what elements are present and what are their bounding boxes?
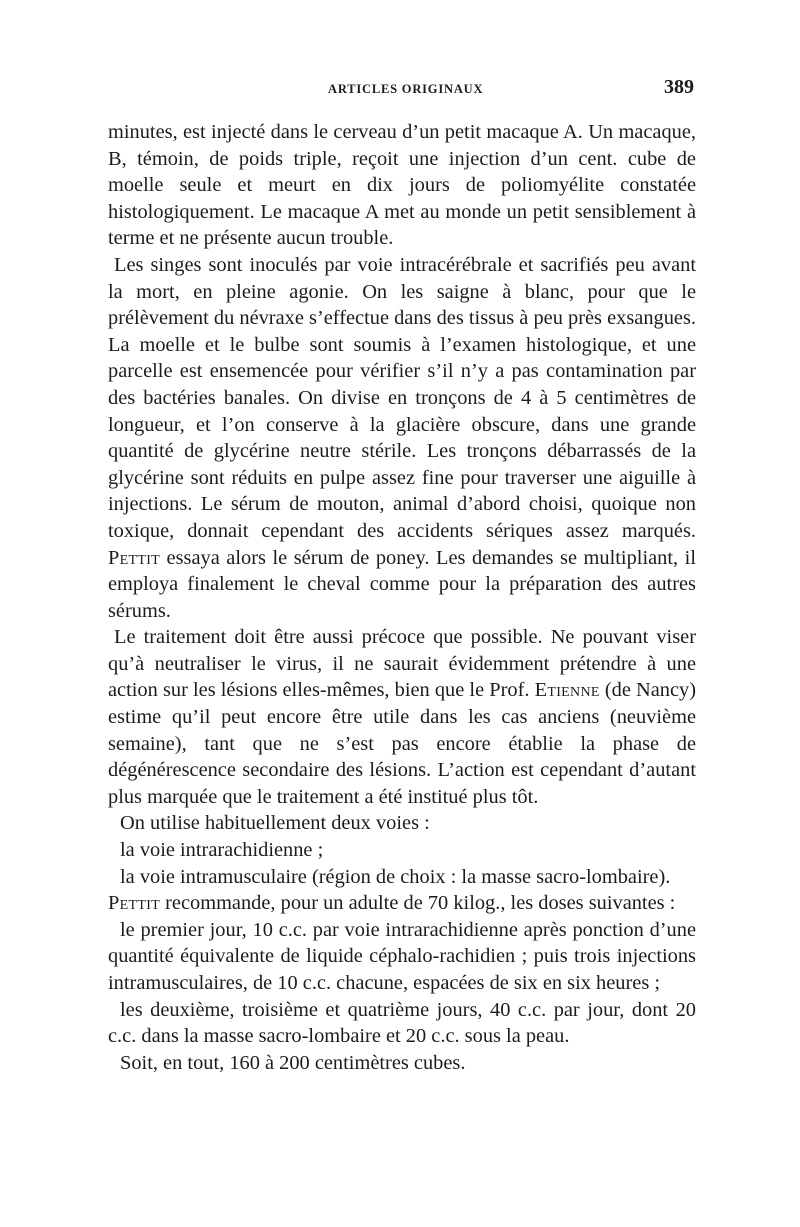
paragraph-2-text: Les singes sont inoculés par voie intracérébrale et sacrifiés peu avant la mort, en pleine agonie. On les saigne à blanc, pour que le prélèvement du névraxe s’effectue dans des tissus à peu près exsangues. La moelle et le bulbe sont soumis à l’examen histologique, et une parcelle est ensemencée pour vérifier s’il n’y a pas contamination par des bactéries banales. On divise en tronçons de 4 à 5 centimètres de longueur, et l’on conserve à la glacière obscure, dans une grande quantité de glycérine neutre stérile. Les tronçons débarrassés de la glycérine sont réduits en pulpe assez fine pour traverser une aiguille à injections. Le sérum de mouton, animal d’abord choisi, quoique non toxique, donnait cependant des accidents sériques assez marqués. [108,253,696,542]
list-item-route-2: la voie intramusculaire (région de choix : la masse sacro-lombaire). [120,865,671,888]
running-header [108,76,698,100]
list-item-route-1: la voie intrarachidienne ; [120,839,324,862]
paragraph-2-end: essaya alors le sérum de poney. Les demandes se multipliant, il employa finalement le cheval comme pour la préparation des autres sérums. [108,546,696,622]
paragraph-1: minutes, est injecté dans le cerveau d’un petit macaque A. Un macaque, B, témoin, de poids triple, reçoit une injection d’un cent. cube de moelle seule et meurt en dix jours de poliomyélite constatée histologiquement. Le macaque A met au monde un petit sensiblement à terme et ne présente aucun trouble. [108,121,696,250]
running-title: ARTICLES ORIGINAUX [328,82,484,96]
author-name-pettit: Pettit [108,546,161,569]
paragraph-3-end: (de Nancy) estime qu’il peut encore être utile dans les cas anciens (neuvième semaine), tant que ne s’est pas encore établie la phase de dégénérescence secondaire des lésions. L’action est cependant d’autant plus marquée que le traitement a été institué plus tôt. [108,679,696,808]
body-text [108,119,696,1076]
dose-item-days-2-4: les deuxième, troisième et quatrième jours, 40 c.c. par jour, dont 20 c.c. dans la masse sacro-lombaire et 20 c.c. sous la peau. [108,998,696,1048]
paragraph-4: On utilise habituellement deux voies : [120,812,430,835]
author-name-etienne: Etienne [534,679,600,702]
dose-item-day-1: le premier jour, 10 c.c. par voie intrarachidienne après ponction d’une quantité équivalente de liquide céphalo-rachidien ; puis trois injections intramusculaires, de 10 c.c. chacune, espacées de six en six heures ; [108,918,696,994]
paragraph-7 [108,890,696,917]
dose-total: Soit, en tout, 160 à 200 centimètres cubes. [120,1051,466,1074]
paragraph-3-start: Le traitement doit être aussi précoce que possible. Ne pouvant viser qu’à neutraliser le virus, il ne saurait évidemment prétendre à une action sur les lésions elles-mêmes, bien que le Prof. [108,626,696,702]
paragraph-2 [108,252,696,624]
author-name-pettit-2: Pettit [108,892,161,915]
paragraph-3 [108,624,696,810]
paragraph-7-end: recommande, pour un adulte de 70 kilog., les doses suivantes : [165,892,676,915]
page-number: 389 [664,76,694,98]
